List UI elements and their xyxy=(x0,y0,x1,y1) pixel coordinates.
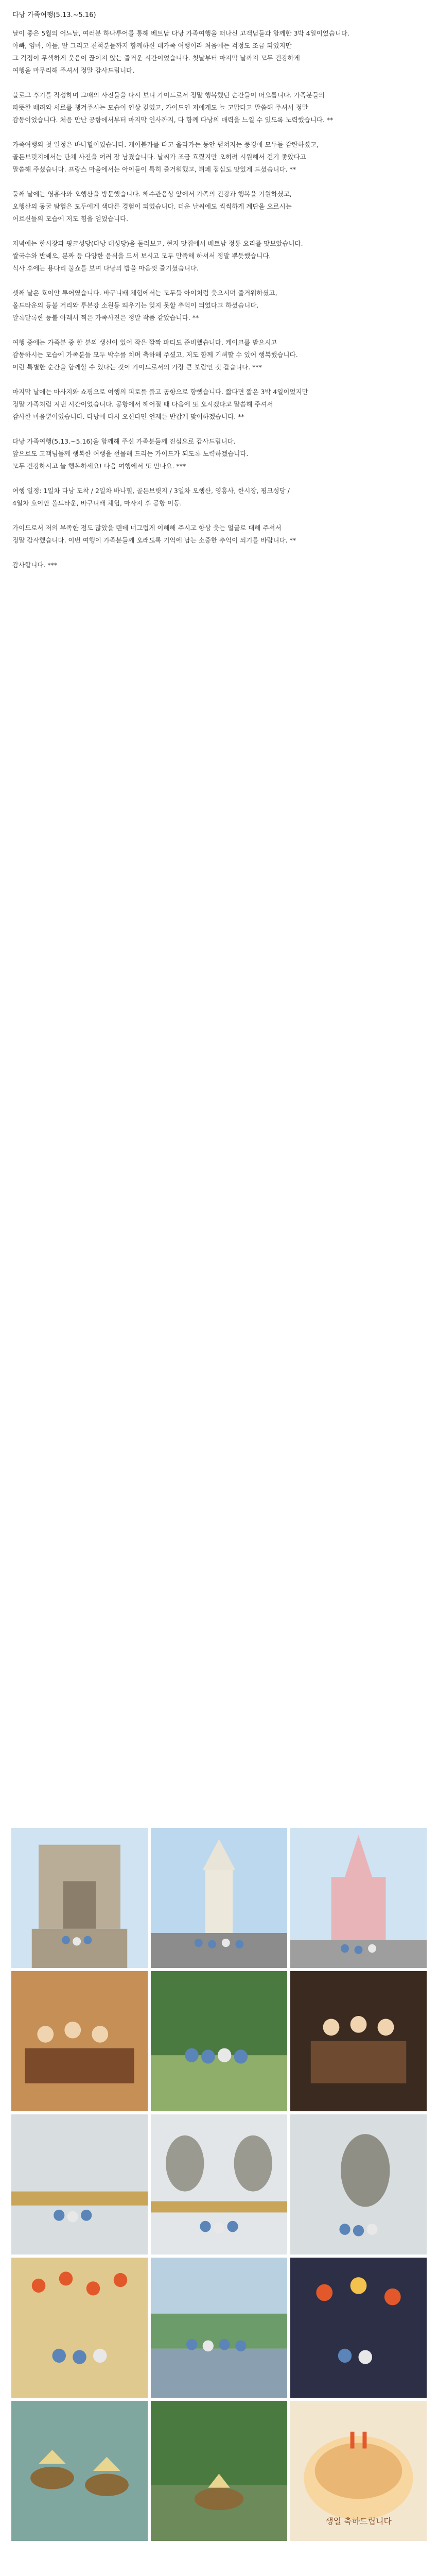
photo-golden-bridge[interactable] xyxy=(11,2114,148,2255)
paragraph: 마지막 날에는 마사지와 쇼핑으로 여행의 피로를 풀고 공항으로 향했습니다. 짧다면 짧은 3박 4일이었지만 정말 가족처럼 지낸 시간이었습니다. 공항에서 헤어질 때 다음에 또 오시겠다고 말씀해 주셔서 감사한 마음뿐이었습니다. 다낭에 다시 오신다면 언제든 반갑게 맞이하겠습니다. ** xyxy=(12,388,308,420)
post-title: 다낭 가족여행(5.13.~5.16) xyxy=(12,11,96,19)
photo-night-lanterns[interactable] xyxy=(290,2258,427,2398)
paragraph: 가족여행의 첫 일정은 바나힐이었습니다. 케이블카를 타고 올라가는 동안 펼쳐지는 풍경에 모두들 감탄하셨고, 골든브릿지에서는 단체 사진을 여러 장 남겼습니다. 날씨가 조금 흐렸지만 오히려 시원해서 걷기 좋았다고 말씀해 주셨습니다. 프랑스 마을에서는 아이들이 특히 즐거워했고, 뷔페 점심도 맛있게 드셨습니다. ** xyxy=(12,141,319,173)
paragraph: 날이 좋은 5월의 어느날, 여러분 하나투어를 통해 베트남 다낭 가족여행을 떠나신 고객님들과 함께한 3박 4일이었습니다. 아빠, 엄마, 아들, 딸 그리고 친척분들까지 함께하신 대가족 여행이라 처음에는 걱정도 조금 되었지만 그 걱정이 무색하게 웃음이 끊이지 않는 즐거운 시간이었습니다. 첫날부터 마지막 날까지 모두 건강하게 여행을 마무리해 주셔서 정말 감사드립니다. xyxy=(12,29,349,74)
photo-lantern-street[interactable] xyxy=(11,2258,148,2398)
blog-post xyxy=(12,9,424,584)
photo-pink-cathedral[interactable] xyxy=(290,1828,427,1968)
photo-pagoda[interactable] xyxy=(151,1828,287,1968)
photo-gallery xyxy=(11,1828,427,2544)
paragraph: 블로그 후기를 작성하며 그때의 사진들을 다시 보니 가이드로서 정말 행복했던 순간들이 떠오릅니다. 가족분들의 따뜻한 배려와 서로를 챙겨주시는 모습이 인상 깊었고, 가이드인 저에게도 늘 고맙다고 말씀해 주셔서 정말 감동이었습니다. 처음 만난 공항에서부터 마지막 인사까지, 다 함께 다낭의 매력을 느낄 수 있도록 노력했습니다. ** xyxy=(12,91,334,124)
paragraph: 저녁에는 한시장과 핑크성당(다낭 대성당)을 둘러보고, 현지 맛집에서 베트남 정통 요리를 맛보았습니다. 쌀국수와 반쎄오, 분짜 등 다양한 음식을 드셔 보시고 모두 만족해 하셔서 정말 뿌듯했습니다. 식사 후에는 용다리 불쇼를 보며 다낭의 밤을 마음껏 즐기셨습니다. xyxy=(12,240,303,272)
paragraph: 셋째 날은 호이안 투어였습니다. 바구니배 체험에서는 모두들 아이처럼 웃으시며 즐거워하셨고, 올드타운의 등불 거리와 투본강 소원등 띄우기는 잊지 못할 추억이 되었다고 하셨습니다. 알록달록한 등불 아래서 찍은 가족사진은 정말 작품 같았습니다. ** xyxy=(12,289,277,321)
photo-gate[interactable] xyxy=(11,1828,148,1968)
paragraph: 여행 일정: 1일차 다낭 도착 / 2일차 바나힐, 골든브릿지 / 3일차 오행산, 영흥사, 한시장, 핑크성당 / 4일차 호이안 올드타운, 바구니배 체험, 마사지 후 공항 이동. xyxy=(12,487,290,507)
cake-message: 생일 축하드립니다 xyxy=(325,2516,392,2526)
photo-coconut-forest[interactable] xyxy=(151,2401,287,2541)
photo-restaurant[interactable] xyxy=(11,1971,148,2111)
paragraph: 둘째 날에는 영흥사와 오행산을 방문했습니다. 해수관음상 앞에서 가족의 건강과 행복을 기원하셨고, 오행산의 동굴 탐험은 모두에게 색다른 경험이 되었습니다. 더운 날씨에도 씩씩하게 계단을 오르시는 어르신들의 모습에 저도 힘을 얻었습니다. xyxy=(12,190,292,223)
paragraph: 가이드로서 저의 부족한 점도 많았을 텐데 너그럽게 이해해 주시고 항상 웃는 얼굴로 대해 주셔서 정말 감사했습니다. 이번 여행이 가족분들께 오래도록 기억에 남는 소중한 추억이 되기를 바랍니다. ** xyxy=(12,524,296,544)
photo-stone-hand-mist[interactable] xyxy=(290,2114,427,2255)
photo-group-outdoor[interactable] xyxy=(151,1971,287,2111)
photo-stone-hands[interactable] xyxy=(151,2114,287,2255)
photo-riverside[interactable] xyxy=(151,2258,287,2398)
photo-basket-boats[interactable] xyxy=(11,2401,148,2541)
photo-birthday-cake[interactable] xyxy=(290,2401,427,2541)
photo-dining[interactable] xyxy=(290,1971,427,2111)
paragraph: 감사합니다. *** xyxy=(12,561,58,569)
paragraph: 여행 중에는 가족분 중 한 분의 생신이 있어 작은 깜짝 파티도 준비했습니다. 케이크를 받으시고 감동하시는 모습에 가족분들 모두 박수를 치며 축하해 주셨고, 저도 함께 기뻐할 수 있어 행복했습니다. 이런 특별한 순간을 함께할 수 있다는 것이 가이드로서의 가장 큰 보람인 것 같습니다. *** xyxy=(12,338,298,371)
paragraph: 다낭 가족여행(5.13.~5.16)을 함께해 주신 가족분들께 진심으로 감사드립니다. 앞으로도 고객님들께 행복한 여행을 선물해 드리는 가이드가 되도록 노력하겠습니다. 모두 건강하시고 늘 행복하세요! 다음 여행에서 또 만나요. *** xyxy=(12,437,249,470)
